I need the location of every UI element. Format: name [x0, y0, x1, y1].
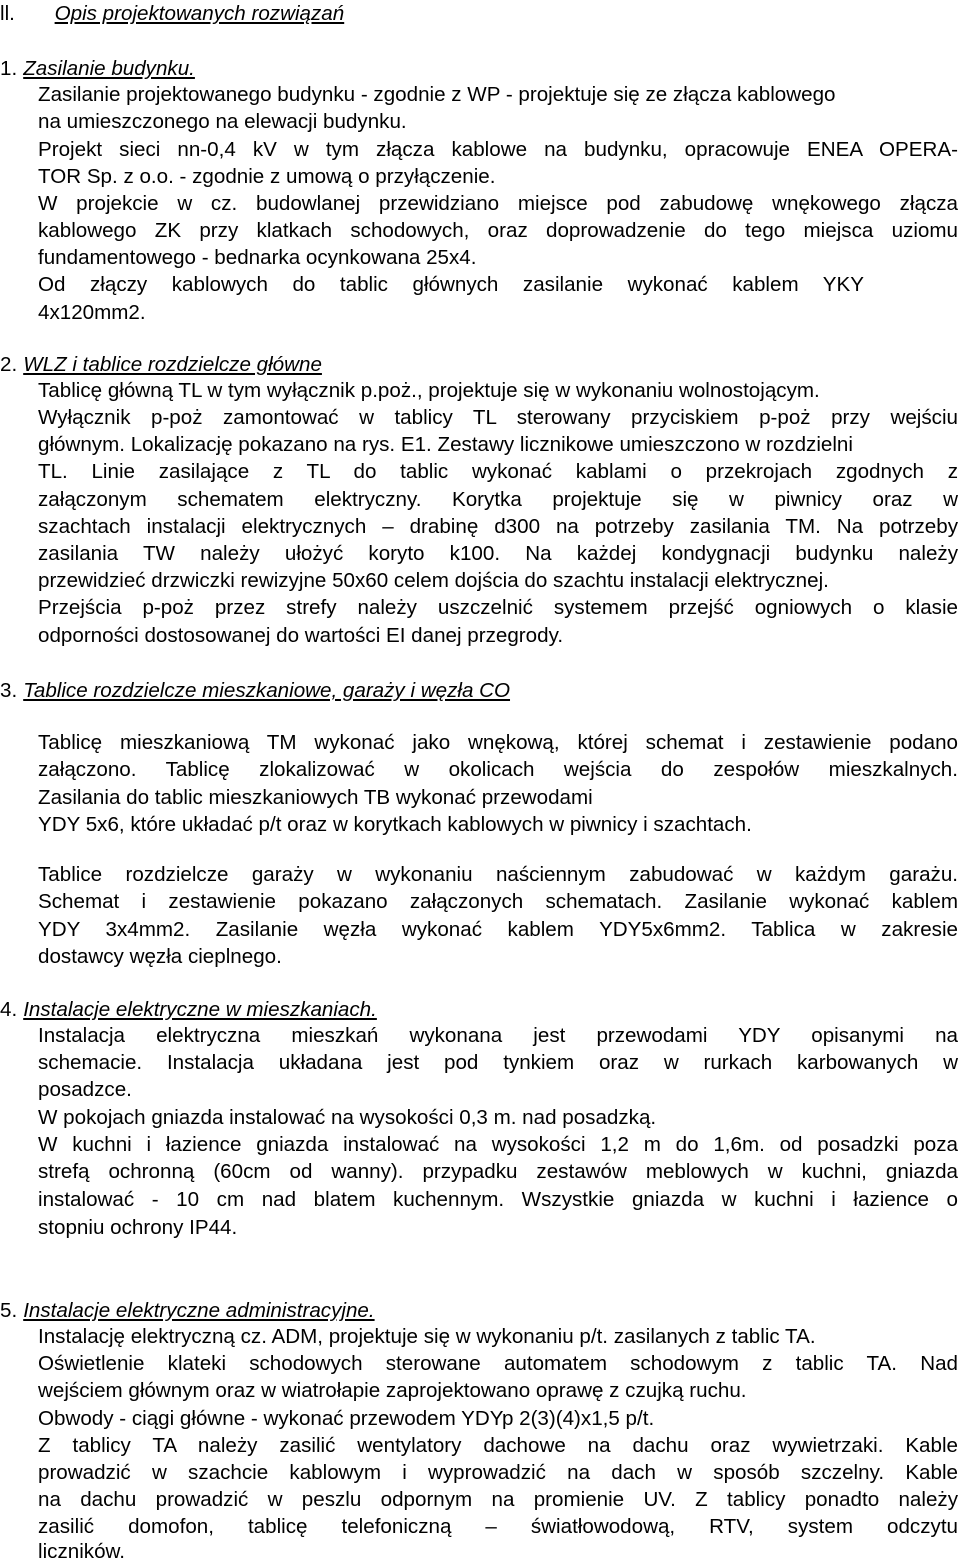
section-4-title: Instalacje elektryczne w mieszkaniach. [23, 998, 377, 1021]
section-2-line: Przejścia p-poż przez strefy należy uszczelnić systemem przejść ogniowych o klasie [38, 596, 958, 619]
section-5-line: liczników. [38, 1540, 125, 1563]
section-3-heading [0, 677, 510, 704]
section-4-line: instalować - 10 cm nad blatem kuchennym. Wszystkie gniazda w kuchni i łazience o [38, 1188, 958, 1211]
section-4-number: 4. [0, 998, 18, 1021]
section-4-line: W pokojach gniazda instalować na wysokości 0,3 m. nad posadzką. [38, 1106, 657, 1129]
section-3-line: YDY 3x4mm2. Zasilanie węzła wykonać kablem YDY5x6mm2. Tablica w zakresie [38, 918, 958, 941]
heading-title: Opis projektowanych rozwiązań [54, 2, 345, 25]
section-2-line: odporności dostosowanej do wartości EI danej przegrody. [38, 624, 564, 647]
section-4-line: stopniu ochrony IP44. [38, 1216, 238, 1239]
section-1-line: TOR Sp. z o.o. - zgodnie z umową o przyłączenie. [38, 165, 496, 188]
section-3-number: 3. [0, 679, 18, 702]
section-5-number: 5. [0, 1299, 18, 1322]
section-1-number: 1. [0, 57, 18, 80]
section-2-line: załączonym schematem elektryczny. Korytka projektuje się w piwnicy oraz w [38, 488, 958, 511]
section-5-title: Instalacje elektryczne administracyjne. [23, 1299, 375, 1322]
section-3-line: Zasilania do tablic mieszkaniowych TB wykonać przewodami [38, 786, 593, 809]
section-5-line: zasilić domofon, tablicę telefoniczną – światłowodową, RTV, system odczytu [38, 1515, 958, 1538]
section-1-line: kablowego ZK przy klatkach schodowych, oraz doprowadzenie do tego miejsca uziomu [38, 219, 958, 242]
section-3-title: Tablice rozdzielcze mieszkaniowe, garaży i węzła CO [23, 679, 511, 702]
section-1-line: 4x120mm2. [38, 301, 146, 324]
section-3-line: załączono. Tablicę zlokalizować w okolicach wejścia do zespołów mieszkalnych. [38, 758, 958, 781]
section-5-heading [0, 1297, 375, 1324]
section-1-title: Zasilanie budynku. [23, 57, 195, 80]
heading-number: ll. [0, 2, 15, 25]
section-4-line: Instalacja elektryczna mieszkań wykonana jest przewodami YDY opisanymi na [38, 1024, 958, 1047]
section-3-line: Tablicę mieszkaniową TM wykonać jako wnękową, której schemat i zestawienie podano [38, 731, 958, 754]
section-5-line: na dachu prowadzić w peszlu odpornym na promienie UV. Z tablicy ponadto należy [38, 1488, 958, 1511]
section-2-line: Tablicę główną TL w tym wyłącznik p.poż., projektuje się w wykonaniu wolnostojącym. [38, 379, 820, 402]
section-5-line: Obwody - ciągi główne - wykonać przewodem YDYp 2(3)(4)x1,5 p/t. [38, 1407, 655, 1430]
section-3-line: YDY 5x6, które układać p/t oraz w korytkach kablowych w piwnicy i szachtach. [38, 813, 752, 836]
section-1-line: fundamentowego - bednarka ocynkowana 25x4. [38, 246, 477, 269]
section-4-line: strefą ochronną (60cm od wanny). przypadku zestawów meblowych w kuchni, gniazda [38, 1160, 958, 1183]
section-2-number: 2. [0, 353, 18, 376]
section-4-line: posadzce. [38, 1078, 132, 1101]
section-4-line: schemacie. Instalacja układana jest pod tynkiem oraz w rurkach karbowanych w [38, 1051, 958, 1074]
section-2-line: szachtach instalacji elektrycznych – drabinę d300 na potrzeby zasilania TM. Na potrzeby [38, 515, 958, 538]
section-5-line: prowadzić w szachcie kablowym i wyprowadzić na dach w sposób szczelny. Kable [38, 1461, 958, 1484]
section-2-line: głównym. Lokalizację pokazano na rys. E1. Zestawy licznikowe umieszczono w rozdzielni [38, 433, 853, 456]
section-3-line: Tablice rozdzielcze garaży w wykonaniu naściennym zabudować w każdym garażu. [38, 863, 958, 886]
document-heading [0, 0, 344, 27]
section-1-heading [0, 55, 195, 82]
section-3-line: Schemat i zestawienie pokazano załączonych schematach. Zasilanie wykonać kablem [38, 890, 958, 913]
section-1-line: W projekcie w cz. budowlanej przewidziano miejsce pod zabudowę wnękowego złącza [38, 192, 958, 215]
section-2-line: Wyłącznik p-poż zamontować w tablicy TL sterowany przyciskiem p-poż przy wejściu [38, 406, 958, 429]
section-1-line: na umieszczonego na elewacji budynku. [38, 110, 407, 133]
section-2-line: przewidzieć drzwiczki rewizyjne 50x60 celem dojścia do szachtu instalacji elektrycznej. [38, 569, 829, 592]
section-5-line: wejściem głównym oraz w wiatrołapie zaprojektowano oprawę z czujką ruchu. [38, 1379, 747, 1402]
section-1-line: Zasilanie projektowanego budynku - zgodnie z WP - projektuje się ze złącza kablowego [38, 83, 836, 106]
section-5-line: Instalację elektryczną cz. ADM, projektuje się w wykonaniu p/t. zasilanych z tablic TA. [38, 1325, 816, 1348]
section-2-line: TL. Linie zasilające z TL do tablic wykonać kablami o przekrojach zgodnych z [38, 460, 958, 483]
section-2-title: WLZ i tablice rozdzielcze główne [23, 353, 322, 376]
section-1-line: Projekt sieci nn-0,4 kV w tym złącza kablowe na budynku, opracowuje ENEA OPERA- [38, 138, 958, 161]
section-4-line: W kuchni i łazience gniazda instalować na wysokości 1,2 m do 1,6m. od posadzki poza [38, 1133, 958, 1156]
section-5-line: Z tablicy TA należy zasilić wentylatory dachowe na dachu oraz wywietrzaki. Kable [38, 1434, 958, 1457]
section-5-line: Oświetlenie klateki schodowych sterowane automatem schodowym z tablic TA. Nad [38, 1352, 958, 1375]
section-3-line: dostawcy węzła cieplnego. [38, 945, 282, 968]
section-4-heading [0, 996, 377, 1023]
section-2-heading [0, 351, 322, 378]
section-2-line: zasilania TW należy ułożyć koryto k100. Na każdej kondygnacji budynku należy [38, 542, 958, 565]
section-1-line: Od złączy kablowych do tablic głównych zasilanie wykonać kablem YKY [38, 273, 864, 296]
